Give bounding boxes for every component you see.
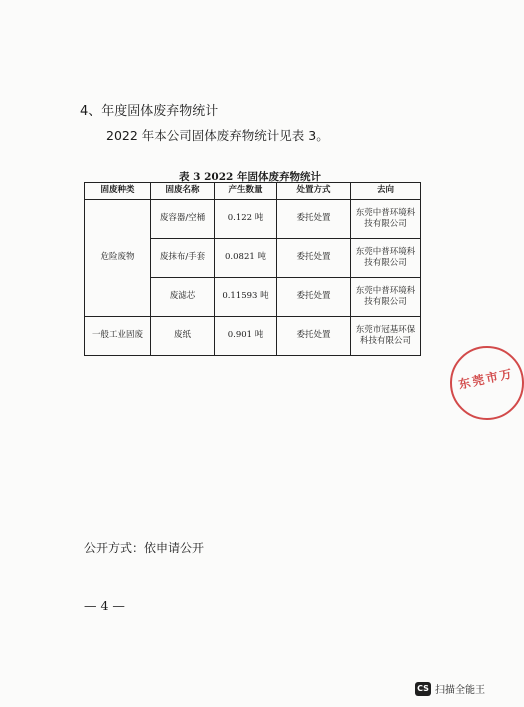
destination-cell: 东莞中普环境科技有限公司	[351, 239, 421, 278]
table-row	[85, 200, 421, 239]
header-name: 固废名称	[151, 183, 215, 200]
amount-cell: 0.901 吨	[215, 317, 277, 356]
category-cell: 危险废物	[85, 200, 151, 317]
method-cell: 委托处置	[277, 278, 351, 317]
table-title: 表 3 2022 年固体废弃物统计	[179, 171, 321, 183]
destination-cell: 东莞市冠基环保科技有限公司	[351, 317, 421, 356]
name-cell: 废滤芯	[151, 278, 215, 317]
destination-cell: 东莞中普环境科技有限公司	[351, 200, 421, 239]
disclosure-method: 公开方式：依申请公开	[84, 541, 205, 555]
section-paragraph: 2022 年本公司固体废弃物统计见表 3。	[106, 128, 329, 143]
page-number: — 4 —	[84, 598, 125, 613]
method-cell: 委托处置	[277, 239, 351, 278]
name-cell: 废抹布/手套	[151, 239, 215, 278]
header-category: 固废种类	[85, 183, 151, 200]
company-seal	[450, 346, 524, 420]
amount-cell: 0.0821 吨	[215, 239, 277, 278]
camscanner-logo-icon: CS	[415, 682, 431, 696]
table-row	[85, 317, 421, 356]
section-heading: 4、年度固体废弃物统计	[80, 104, 219, 119]
watermark-text: 扫描全能王	[435, 685, 485, 696]
method-cell: 委托处置	[277, 200, 351, 239]
table-header-row	[85, 183, 421, 200]
amount-cell: 0.11593 吨	[215, 278, 277, 317]
seal-text: 东莞市万	[457, 366, 515, 392]
destination-cell: 东莞中普环境科技有限公司	[351, 278, 421, 317]
header-method: 处置方式	[277, 183, 351, 200]
scanner-watermark	[415, 681, 485, 696]
category-cell: 一般工业固废	[85, 317, 151, 356]
header-destination: 去向	[351, 183, 421, 200]
header-amount: 产生数量	[215, 183, 277, 200]
amount-cell: 0.122 吨	[215, 200, 277, 239]
method-cell: 委托处置	[277, 317, 351, 356]
waste-table	[84, 182, 421, 356]
name-cell: 废容器/空桶	[151, 200, 215, 239]
name-cell: 废纸	[151, 317, 215, 356]
